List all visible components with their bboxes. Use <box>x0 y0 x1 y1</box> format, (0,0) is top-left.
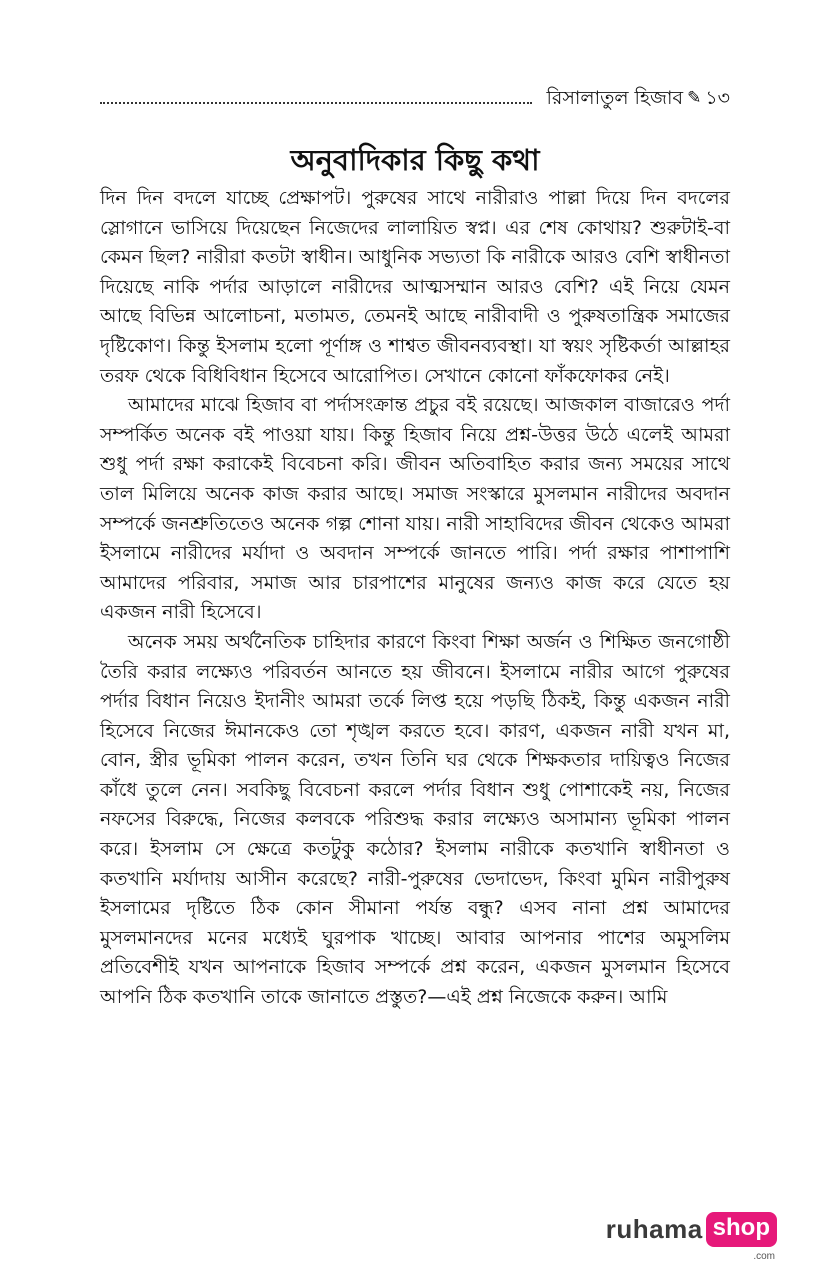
pen-icon: ✎ <box>687 88 702 108</box>
paragraph-3: অনেক সময় অর্থনৈতিক চাহিদার কারণে কিংবা শিক্ষা অর্জন ও শিক্ষিত জনগোষ্ঠী তৈরি করার লক্ষ্যেও পরিবর্তন আনতে হয় জীবনে। ইসলামে নারীর আগে পুরুষের পর্দার বিধান নিয়েও ইদানীং আমরা তর্কে লিপ্ত হয়ে পড়ছি ঠিকই, কিন্তু একজন নারী হিসেবে নিজের ঈমানকেও তো শৃঙ্খল করতে হবে। কারণ, একজন নারী যখন মা, বোন, স্ত্রীর ভূমিকা পালন করেন, তখন তিনি ঘর থেকে শিক্ষকতার দায়িত্বও নিজের কাঁধে তুলে নেন। সবকিছু বিবেচনা করলে পর্দার বিধান শুধু পোশাকেই নয়, নিজের নফসের বিরুদ্ধে, নিজের কলবকে পরিশুদ্ধ করার লক্ষ্যেও অসামান্য ভূমিকা পালন করে। ইসলাম সে ক্ষেত্রে কতটুকু কঠোর? ইসলাম নারীকে কতখানি স্বাধীনতা ও কতখানি মর্যাদায় আসীন করেছে? নারী-পুরুষের ভেদাভেদ, কিংবা মুমিন নারীপুরুষ ইসলামের দৃষ্টিতে ঠিক কোন সীমানা পর্যন্ত বন্ধু? এসব নানা প্রশ্ন আমাদের মুসলমানদের মনের মধ্যেই ঘুরপাক খাচ্ছে। আবার আপনার পাশের অমুসলিম প্রতিবেশীই যখন আপনাকে হিজাব সম্পর্কে প্রশ্ন করেন, একজন মুসলমান হিসেবে আপনি ঠিক কতখানি তাকে জানাতে প্রস্তুত?—এই প্রশ্ন নিজেকে করুন। আমি <box>100 630 730 1009</box>
watermark-brand-suffix: .com <box>753 1251 775 1262</box>
running-title: রিসালাতুল হিজাব <box>546 87 684 109</box>
page-number: ১৩ <box>705 87 730 109</box>
watermark-shop-box <box>706 1212 777 1262</box>
publisher-watermark <box>605 1212 777 1262</box>
body-text <box>100 184 730 1013</box>
watermark-brand-left: ruhama <box>605 1214 703 1244</box>
paragraph-1: দিন দিন বদলে যাচ্ছে প্রেক্ষাপট। পুরুষের সাথে নারীরাও পাল্লা দিয়ে দিন বদলের স্লোগানে ভাসিয়ে দিয়েছেন নিজেদের লালায়িত স্বপ্ন। এর শেষ কোথায়? শুরুটাই-বা কেমন ছিল? নারীরা কতটা স্বাধীন। আধুনিক সভ্যতা কি নারীকে আরও বেশি স্বাধীনতা দিয়েছে নাকি পর্দার আড়ালে নারীদের আত্মসম্মান আরও বেশি? এই নিয়ে যেমন আছে বিভিন্ন আলোচনা, মতামত, তেমনই আছে নারীবাদী ও পুরুষতান্ত্রিক সমাজের দৃষ্টিকোণ। কিন্তু ইসলাম হলো পূর্ণাঙ্গ ও শাশ্বত জীবনব্যবস্থা। যা স্বয়ং সৃষ্টিকর্তা আল্লাহর তরফ থেকে বিধিবিধান হিসেবে আরোপিত। সেখানে কোনো ফাঁকফোকর নেই। <box>100 187 730 387</box>
header-dotted-rule <box>100 102 532 104</box>
watermark-brand-box: shop <box>706 1212 777 1247</box>
paragraph-2: আমাদের মাঝে হিজাব বা পর্দাসংক্রান্ত প্রচুর বই রয়েছে। আজকাল বাজারেও পর্দা সম্পর্কিত অনেক বই পাওয়া যায়। কিন্তু হিজাব নিয়ে প্রশ্ন-উত্তর উঠে এলেই আমরা শুধু পর্দা রক্ষা করাকেই বিবেচনা করি। জীবন অতিবাহিত করার জন্য সময়ের সাথে তাল মিলিয়ে অনেক কাজ করার আছে। সমাজ সংস্কারে মুসলমান নারীদের অবদান সম্পর্কে জনশ্রুতিতেও অনেক গল্প শোনা যায়। নারী সাহাবিদের জীবন থেকেও আমরা ইসলামে নারীদের মর্যাদা ও অবদান সম্পর্কে জানতে পারি। পর্দা রক্ষার পাশাপাশি আমাদের পরিবার, সমাজ আর চারপাশের মানুষের জন্যও কাজ করে যেতে হয় একজন নারী হিসেবে। <box>100 394 730 624</box>
running-header <box>100 80 730 110</box>
chapter-title: অনুবাদিকার কিছু কথা <box>290 143 540 177</box>
